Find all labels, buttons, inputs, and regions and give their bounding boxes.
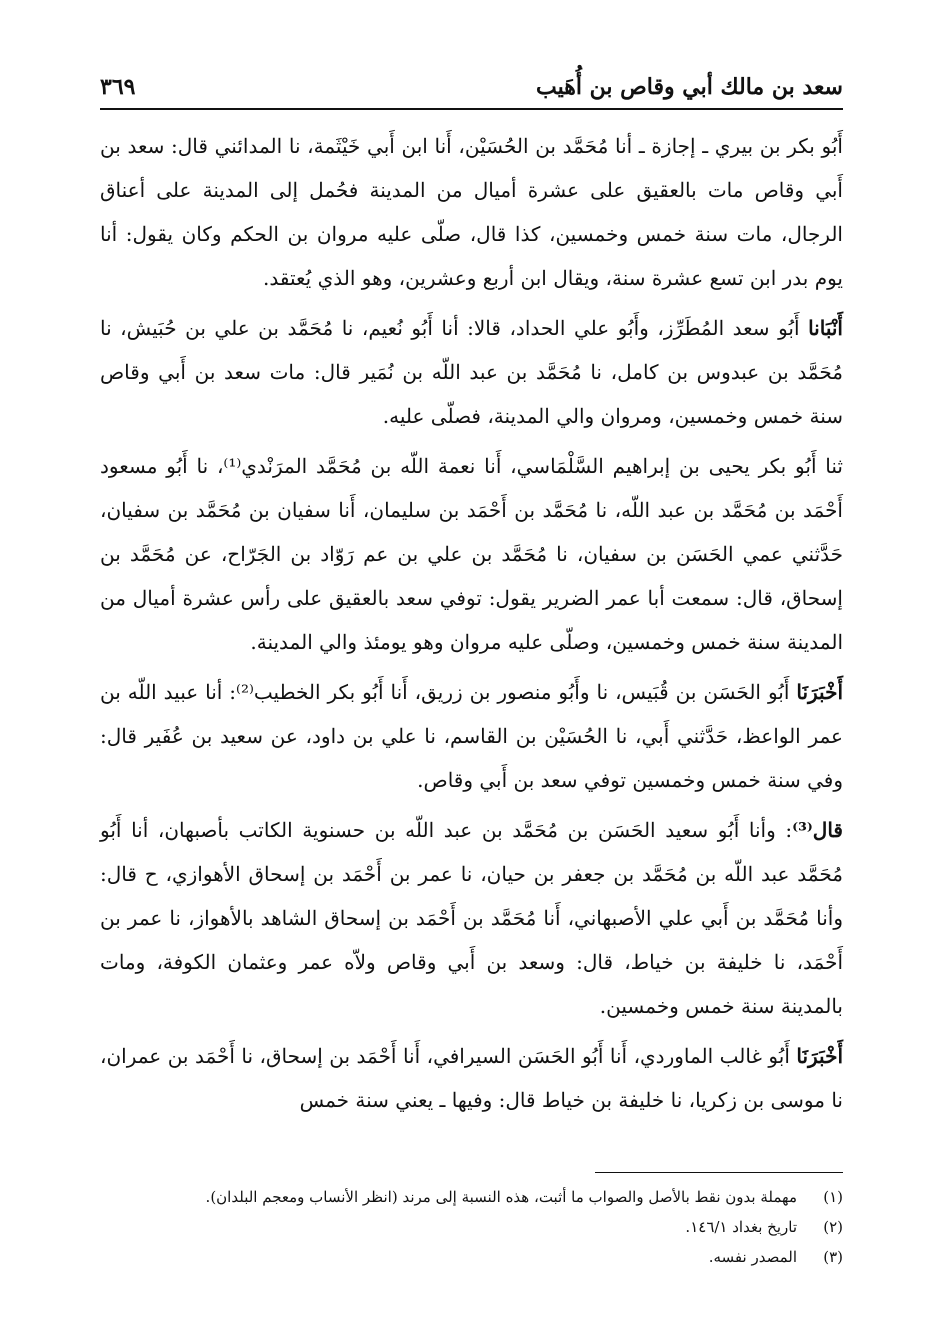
footnote-text: تاريخ بغداد ١٤٦/١. [685,1218,797,1236]
footnote-number: (٣) [823,1248,843,1266]
paragraph-6 [100,1034,843,1122]
footnote-number: (١) [823,1188,843,1206]
footnotes [100,1182,843,1272]
paragraph-lead: أَخْبَرَنَا [796,680,844,704]
paragraph-lead: أَخْبَرَنَا [796,1044,843,1068]
paragraph-lead: أَنْبَانا [808,316,843,340]
footnote-text: مهملة بدون نقط بالأصل والصواب ما أثبت، هذه النسبة إلى مرند (انظر الأنساب ومعجم البلدان). [205,1188,797,1206]
paragraph-text: أَبُو غالب الماوردي، أَنا أَبُو الحَسَن السيرافي، أَنا أَحْمَد بن إسحاق، نا أَحْمَد بن عمران، نا موسى بن زكريا، نا خليفة بن خياط قال: وفيها ـ يعني سنة خمس [100,1044,843,1112]
footnote-number: (٢) [823,1218,843,1236]
paragraph-2 [100,306,843,438]
header-rule [100,108,843,110]
paragraph-text: ثنا أَبُو بكر يحيى بن إبراهيم السَّلْمَاسي، أَنا نعمة اللّه بن مُحَمَّد المرَنْدي⁽¹⁾، نا أَبُو مسعود أَحْمَد بن مُحَمَّد بن عبد اللّه، نا مُحَمَّد بن أَحْمَد بن سليمان، أَنا سفيان بن مُحَمَّد بن سفيان، حَدَّثني عمي الحَسَن بن سفيان، نا مُحَمَّد بن علي بن عم رَوّاد بن الجَرّاح، عن مُحَمَّد بن إسحاق، قال: سمعت أبا عمر الضرير يقول: توفي سعد بالعقيق على رأس عشرة أميال من المدينة سنة خمس وخمسين، وصلّى عليه مروان وهو يومئذ والي المدينة. [100,454,843,654]
footnote-text: المصدر نفسه. [708,1248,797,1266]
paragraph-lead: قال⁽³⁾ [792,818,843,842]
footnote-rule [595,1172,843,1173]
page-number: ٣٦٩ [100,74,136,100]
footnote-3 [100,1242,843,1272]
footnote-1 [100,1182,843,1212]
paragraph-text: أَبُو الحَسَن بن قُبَيس، نا وأَبُو منصور بن زريق، أَنا أَبُو بكر الخطيب⁽²⁾: أنا عبيد اللّه بن عمر الواعظ، حَدَّثني أَبي، نا الحُسَيْن بن القاسم، نا علي بن داود، عن سعيد بن عُفَير قال: وفي سنة خمس وخمسين توفي سعد بن أَبي وقاص. [100,680,843,792]
paragraph-1 [100,124,843,300]
running-title: سعد بن مالك أبي وقاص بن أُهَيب [536,74,843,100]
paragraph-4 [100,670,843,802]
footnote-2 [100,1212,843,1242]
paragraph-text: : وأنا أَبُو سعيد الحَسَن بن مُحَمَّد بن عبد اللّه بن حسنوية الكاتب بأصبهان، أنا أَبُو مُحَمَّد عبد اللّه بن مُحَمَّد بن جعفر بن حيان، نا عمر بن أَحْمَد بن إسحاق الأهوازي، ح قال: وأنا مُحَمَّد بن أَبي علي الأصبهاني، أَنا مُحَمَّد بن أَحْمَد بن إسحاق الشاهد بالأهواز، نا عمر بن أَحْمَد، نا خليفة بن خياط، قال: وسعد بن أَبي وقاص ولاّه عمر وعثمان الكوفة، ومات بالمدينة سنة خمس وخمسين. [100,818,844,1018]
paragraph-5 [100,808,843,1028]
paragraph-text: أَبُو بكر بن بيري ـ إجازة ـ أنا مُحَمَّد بن الحُسَيْن، أَنا ابن أَبي خَيْثَمة، نا المدائني قال: سعد بن أَبي وقاص مات بالعقيق على عشرة أميال من المدينة فحُمل إلى المدينة على أعناق الرجال، مات سنة خمس وخمسين، كذا قال، صلّى عليه مروان بن الحكم وكان يقول: أنا يوم بدر ابن تسع عشرة سنة، ويقال ابن أربع وعشرين، وهو الذي يُعتقد. [100,134,843,290]
paragraph-text: أَبُو سعد المُطَرِّز، وأَبُو علي الحداد، قالا: أنا أَبُو نُعيم، نا مُحَمَّد بن علي بن حُبَيش، نا مُحَمَّد بن عبدوس بن كامل، نا مُحَمَّد بن عبد اللّه بن نُمَير قال: مات سعد بن أَبي وقاص سنة خمس وخمسين، ومروان والي المدينة، فصلّى عليه. [100,316,843,428]
page-header [100,66,843,100]
paragraph-3 [100,444,843,664]
main-text [100,124,843,1128]
